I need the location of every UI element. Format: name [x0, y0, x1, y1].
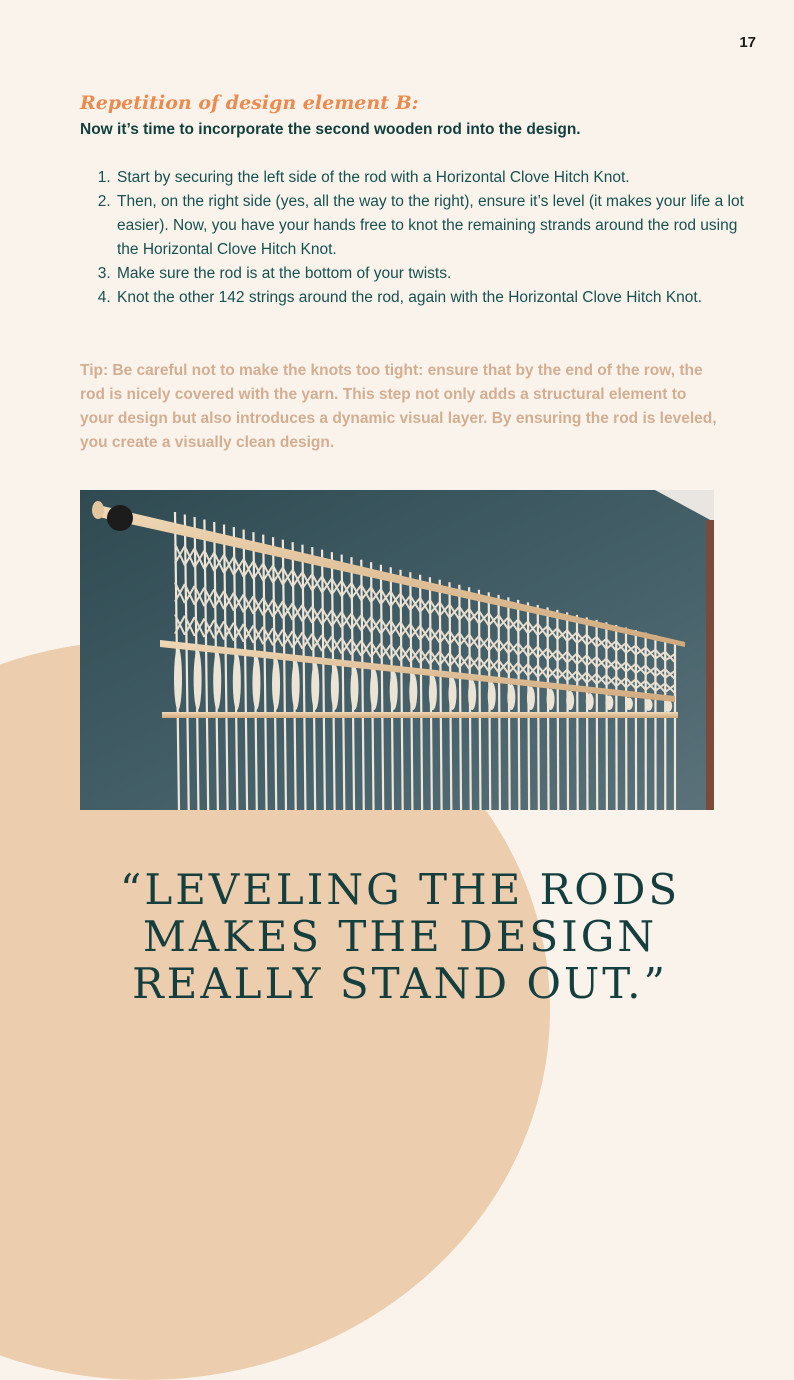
twist-knot: [194, 649, 202, 710]
twist-knot: [449, 678, 457, 710]
tip-paragraph: Tip: Be careful not to make the knots too tight: ensure that by the end of the row, the rod is nicely covered with the yarn. This step not only adds a structural element to your design but also introduces a dynamic visual layer. By ensuring the rod is leveled, you create a visually clean design.: [80, 359, 720, 455]
twist-knot: [370, 669, 378, 710]
step-1: 1. Start by securing the left side of the rod with a Horizontal Clove Hitch Knot.: [115, 166, 755, 190]
twist-knot: [468, 680, 476, 710]
pull-quote: [60, 866, 740, 1007]
quote-line-3: REALLY STAND OUT.”: [60, 960, 740, 1007]
twist-knot: [507, 684, 515, 710]
twist-knot: [409, 673, 417, 710]
step-4: 4. Knot the other 142 strings around the rod, again with the Horizontal Clove Hitch Knot.: [115, 286, 755, 310]
twist-knot: [390, 671, 398, 710]
quote-line-2: MAKES THE DESIGN: [60, 913, 740, 960]
twist-knot: [664, 700, 672, 712]
cord: [567, 612, 568, 810]
twist-knot: [233, 654, 241, 710]
twist-knot: [311, 662, 319, 710]
section-heading: Repetition of design element B:: [80, 92, 419, 114]
twist-knot: [605, 695, 613, 710]
twist-knot: [429, 676, 437, 710]
twist-knot: [527, 687, 535, 710]
macrame-photo: [80, 490, 714, 810]
page-number: 17: [739, 34, 756, 51]
twist-knot: [566, 691, 574, 710]
twist-knot: [272, 658, 280, 710]
cord: [557, 610, 558, 810]
twist-knot: [213, 651, 221, 710]
twist-knot: [252, 656, 260, 710]
twist-knot: [174, 647, 182, 710]
twist-knot: [488, 682, 496, 710]
quote-line-1: “LEVELING THE RODS: [60, 866, 740, 913]
step-3: 3. Make sure the rod is at the bottom of your twists.: [115, 262, 755, 286]
twist-knot: [331, 665, 339, 710]
steps-list: [80, 166, 755, 310]
cord: [548, 607, 549, 810]
twist-knot: [292, 660, 300, 710]
twist-knot: [645, 699, 653, 711]
twist-knot: [586, 693, 594, 710]
twist-knot: [625, 698, 633, 710]
step-2: 2. Then, on the right side (yes, all the way to the right), ensure it’s level (it makes your life a lot easier). Now, you have your hands free to knot the remaining strands around the rod using the Horizontal Clove Hitch Knot.: [115, 190, 755, 262]
twist-knot: [547, 689, 555, 710]
twist-knot: [350, 667, 358, 710]
section-intro: Now it’s time to incorporate the second wooden rod into the design.: [80, 121, 581, 139]
